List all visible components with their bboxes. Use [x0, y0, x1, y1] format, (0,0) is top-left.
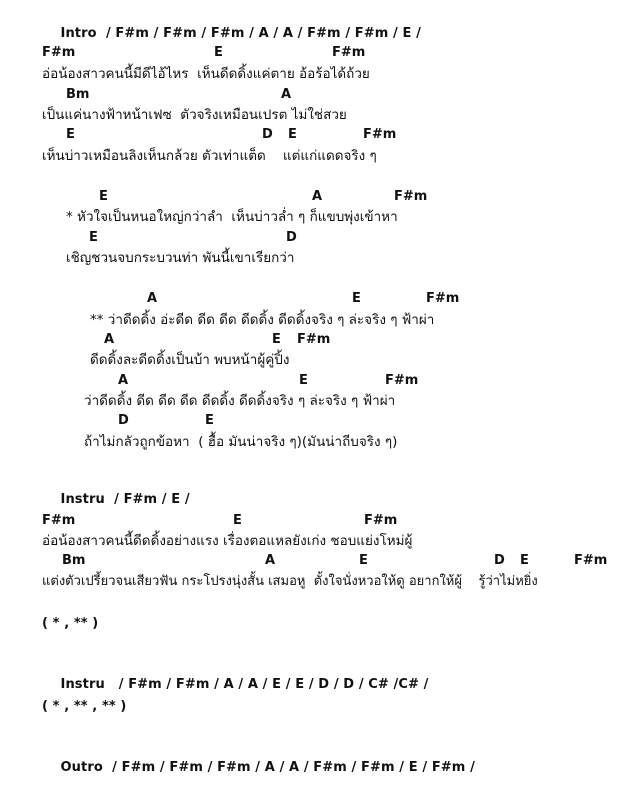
chord: E	[214, 45, 223, 60]
chord: F#m	[332, 45, 366, 60]
lyric-line: อ่อน้องสาวคนนี้มีดีไอ้ไหร เห็นดีดดิ้งแค่ตาย อ้อร้อได้ถ้วย	[42, 66, 370, 82]
chord: E	[299, 373, 308, 388]
instru-2-progression: / F#m / F#m / A / A / E / E / D / D / C# /C# /	[118, 677, 429, 692]
chord: A	[147, 291, 158, 306]
lyric-line: * หัวใจเป็นหนอใหญ่กว่าลำ เห็นบ่าวล่ำ ๆ ก็แขบพุ่งเข้าหา	[66, 209, 398, 225]
chord: E	[205, 413, 214, 428]
lyric-line: เป็นแค่นางฟ้าหน้าเฟซ ตัวจริงเหมือนเปรต ไม่ใช่สวย	[42, 107, 347, 123]
chord: D	[494, 553, 505, 568]
chord: F#m	[394, 189, 428, 204]
outro-line	[42, 738, 475, 798]
chord: F#m	[364, 513, 398, 528]
lyric-line: ดีดดิ้งละดีดดิ้งเป็นบ้า พบหน้าผู้คู่ปิ้ง	[90, 352, 290, 368]
chord: F#m	[574, 553, 608, 568]
lyric-line: ** ว่าดีดดิ้ง อ่ะดีด ดีด ดีด ดีดดิ้ง ดีดดิ้งจริง ๆ ล่ะจริง ๆ ฟ้าผ่า	[90, 312, 435, 328]
chord: E	[99, 189, 108, 204]
chord: E	[272, 332, 281, 347]
chord: A	[312, 189, 323, 204]
lyric-line: อ่อน้องสาวคนนี้ดีดดิ้งอย่างแรง เรื่องตอแหลยังเก่ง ชอบแย่งโหม่ผู้	[42, 533, 413, 549]
outro-progression: / F#m / F#m / F#m / A / A / F#m / F#m / E / F#m /	[112, 760, 475, 775]
lyric-line: แต่งตัวเปรี้ยวจนเสียวฟัน กระโปรงนุ่งสั้น เสมอหู ตั้งใจนั่งหวอให้ดู อยากให้ผู้ รู้ว่าไม่หยิ่ง	[42, 574, 538, 589]
chord: F#m	[363, 127, 397, 142]
lyric-line: ว่าดีดดิ้ง ดีด ดีด ดีด ดีดดิ้ง ดีดดิ้งจริง ๆ ล่ะจริง ๆ ฟ้าผ่า	[84, 393, 396, 409]
chord: E	[89, 230, 98, 245]
instru-1-progression: / F#m / E /	[114, 492, 190, 507]
chord: E	[288, 127, 297, 142]
chord: D	[262, 127, 273, 142]
chord: F#m	[42, 45, 76, 60]
intro-label: Intro	[60, 26, 97, 41]
lyric-line: ถ้าไม่กลัวถูกข้อหา ( ฮื้อ มันน่าจริง ๆ)(มันน่าถีบจริง ๆ)	[84, 434, 398, 450]
chord: F#m	[42, 513, 76, 528]
chord: A	[118, 373, 129, 388]
repeat-marker-1: ( * , ** )	[42, 616, 99, 631]
chord: Bm	[62, 553, 86, 568]
lyric-line: เชิญชวนจบกระบวนท่า พันนี้เขาเรียกว่า	[66, 250, 295, 266]
chord: F#m	[426, 291, 460, 306]
instru-1-label: Instru	[60, 492, 105, 507]
repeat-marker-2: ( * , ** , ** )	[42, 699, 127, 714]
intro-progression: / F#m / F#m / F#m / A / A / F#m / F#m / E /	[105, 26, 421, 41]
chord: E	[359, 553, 368, 568]
chord: E	[233, 513, 242, 528]
chord: Bm	[66, 87, 90, 102]
chord: E	[66, 127, 75, 142]
chord: A	[281, 87, 292, 102]
chord: F#m	[385, 373, 419, 388]
instru-2-label: Instru	[60, 677, 105, 692]
chord: A	[104, 332, 115, 347]
lyric-line: เห็นบ่าวเหมือนลิงเห็นกล้วย ตัวเท่าแต็ด แต่แก่แดดจริง ๆ	[42, 148, 377, 164]
chord: E	[352, 291, 361, 306]
chord: E	[520, 553, 529, 568]
outro-label: Outro	[60, 760, 103, 775]
chord: F#m	[297, 332, 331, 347]
chord: D	[286, 230, 297, 245]
chord: A	[265, 553, 276, 568]
chord: D	[118, 413, 129, 428]
